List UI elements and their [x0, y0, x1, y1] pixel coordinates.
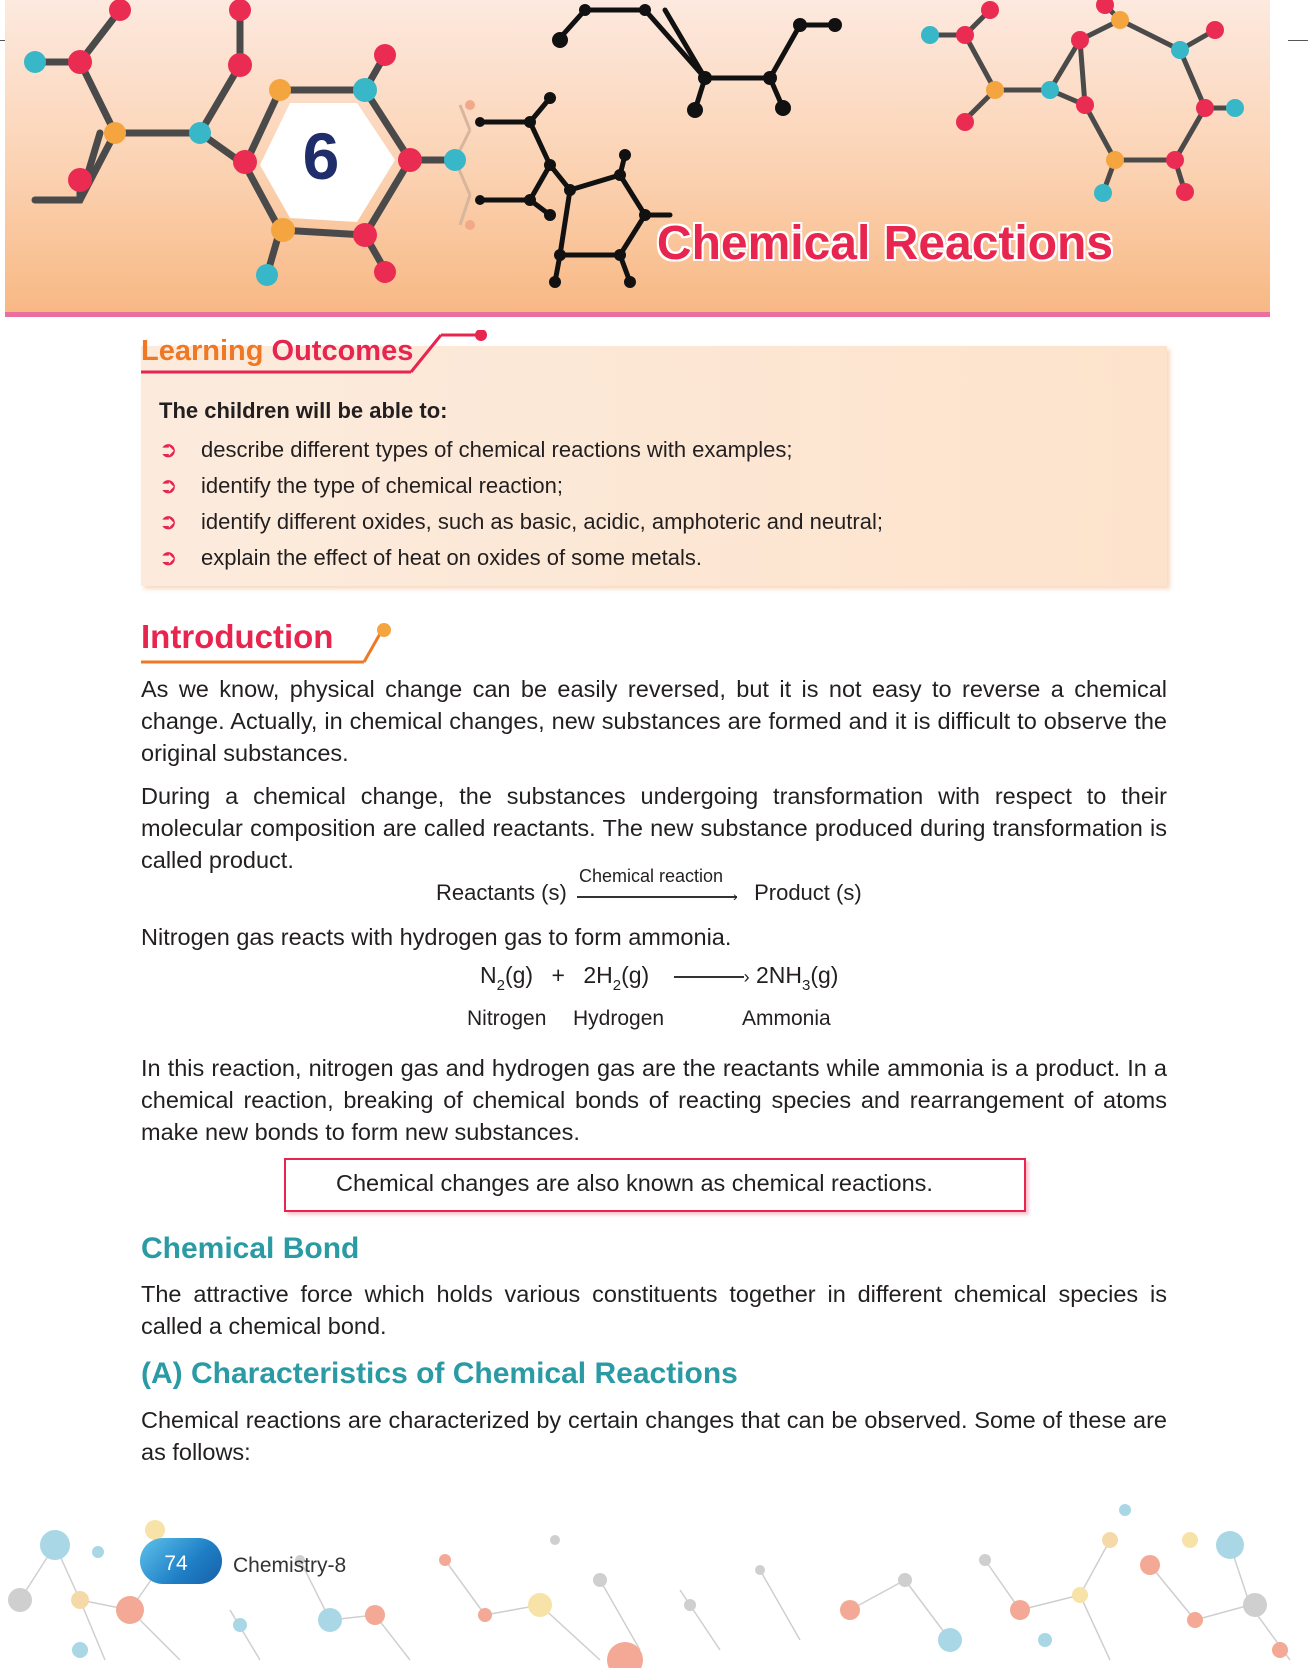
chemical-bond-text: The attractive force which holds various constituents together in different chemical species is called a chemical bond. [141, 1281, 1167, 1339]
crop-mark-top-right-h [1288, 40, 1308, 41]
product-ammonia-formula: $2NH_3(g)$ [755, 962, 839, 994]
introduction-paragraph-3: Nitrogen gas reacts with hydrogen gas to form ammonia. [141, 924, 732, 950]
list-item-text: explain the effect of heat on oxides of some metals. [201, 545, 703, 570]
introduction-paragraph-1: As we know, physical change can be easily reversed, but it is not easy to reverse a chemical change. Actually, in chemical changes, new substances are formed and it is difficult to observe the original substances. [141, 676, 1167, 766]
list-item [159, 504, 883, 540]
list-item [159, 540, 883, 576]
footer-molecule-decoration [0, 1500, 1308, 1668]
chapter-title: Chemical Reactions [656, 217, 1114, 270]
learning-outcomes-heading-word2: Outcomes [271, 335, 414, 367]
introduction-heading: Introduction [141, 618, 334, 655]
ammonia-equation: $N_2(g) + 2H_2(g)$ › $2NH_3(g)$ [480, 962, 839, 994]
note-text: Chemical changes are also known as chemical reactions. [336, 1170, 933, 1196]
chemical-bond-heading: Chemical Bond [141, 1232, 360, 1265]
list-item-text: describe different types of chemical reactions with examples; [201, 437, 793, 462]
characteristics-heading: (A) Characteristics of Chemical Reactions [141, 1357, 738, 1390]
general-equation-right: Product (s) [754, 880, 862, 905]
page-number: 74 [164, 1552, 188, 1575]
note-box [284, 1158, 1026, 1212]
list-item [159, 432, 883, 468]
learning-outcomes-list [159, 432, 883, 576]
reactant-hydrogen-formula: $2H_2(g)$ [583, 962, 650, 994]
general-equation-arrow-label: Chemical reaction [578, 866, 724, 887]
plus-sign: + [551, 962, 565, 988]
circled-arrow-icon: ➲ [159, 509, 178, 534]
introduction-paragraph-2: During a chemical change, the substances undergoing transformation with respect to their molecular composition are called reactants. The new substance produced during transformation is called product. [141, 783, 1167, 873]
characteristics-text: Chemical reactions are characterized by certain changes that can be observed. Some of these are as follows: [141, 1407, 1167, 1465]
chapter-number: 6 [302, 119, 340, 193]
label-ammonia: Ammonia [742, 1007, 831, 1030]
reaction-arrow [674, 976, 744, 978]
reactant-nitrogen-formula: $N_2(g)$ [480, 962, 534, 994]
list-item-text: identify the type of chemical reaction; [201, 473, 563, 498]
circled-arrow-icon: ➲ [159, 437, 178, 462]
list-item-text: identify different oxides, such as basic, acidic, amphoteric and neutral; [201, 509, 883, 534]
learning-outcomes-heading-word1: Learning [141, 335, 264, 367]
list-item [159, 468, 883, 504]
learning-outcomes-intro: The children will be able to: [159, 398, 448, 423]
label-hydrogen: Hydrogen [573, 1007, 665, 1030]
introduction-paragraph-4: In this reaction, nitrogen gas and hydrogen gas are the reactants while ammonia is a product. In a chemical reaction, breaking of chemical bonds of reacting species and rearrangement of atoms make new bonds to form new substances. [141, 1055, 1167, 1145]
circled-arrow-icon: ➲ [159, 545, 178, 570]
learning-outcomes-heading [141, 335, 413, 368]
label-nitrogen: Nitrogen [467, 1007, 547, 1030]
circled-arrow-icon: ➲ [159, 473, 178, 498]
book-name: Chemistry-8 [233, 1554, 347, 1577]
reaction-arrow: Chemical reaction › [578, 866, 738, 905]
general-equation [436, 866, 862, 908]
general-equation-left: Reactants (s) [436, 880, 567, 905]
